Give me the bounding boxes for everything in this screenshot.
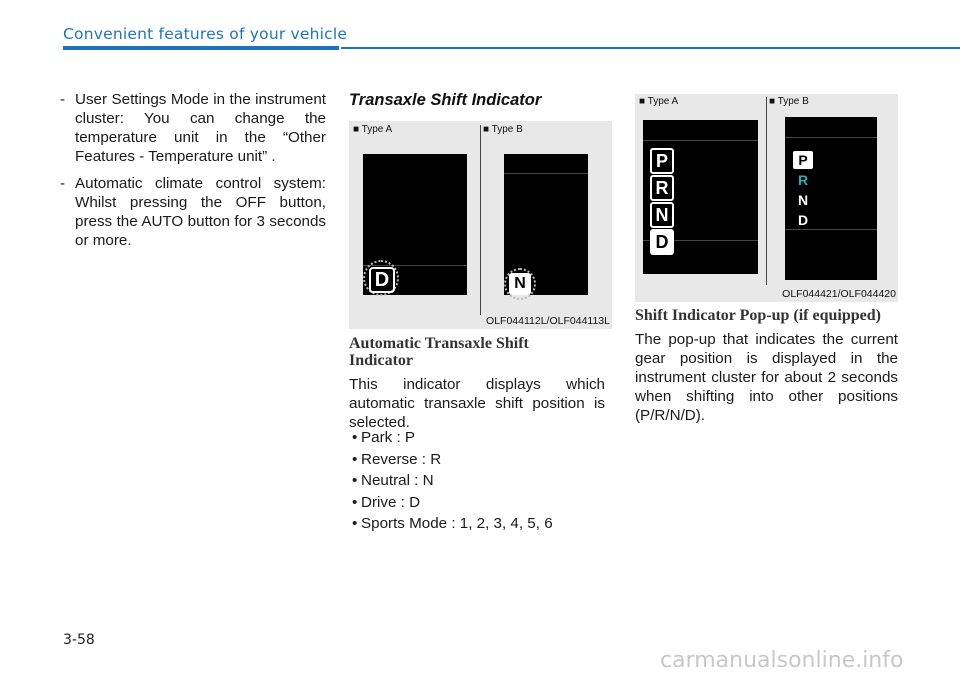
gear-d: D	[797, 212, 809, 228]
gear-n: N	[650, 202, 674, 228]
figure-caption: OLF044421/OLF044420	[782, 288, 896, 300]
subhead-auto-indicator: Automatic Transaxle Shift Indicator	[349, 335, 529, 369]
gear-d-indicator: D	[369, 267, 395, 293]
type-a-label: ■ Type A	[353, 124, 393, 135]
page-number: 3-58	[63, 632, 95, 648]
list-item: • Sports Mode : 1, 2, 3, 4, 5, 6	[352, 515, 553, 532]
gear-r: R	[650, 175, 674, 201]
auto-indicator-body: This indicator displays which automatic transaxle shift position is selected.	[349, 376, 605, 431]
watermark: carmanualsonline.info	[660, 648, 904, 673]
gear-p: P	[650, 148, 674, 174]
list-item-text: Automatic climate control system: Whilst pressing the OFF button, press the AUTO button for 3 seconds or more.	[75, 175, 326, 249]
header-rule-thin	[341, 47, 960, 49]
list-item-text: User Settings Mode in the instrument cluster: You can change the temperature unit in the “Other Features - Temperature unit” .	[75, 91, 326, 165]
list-item: • Drive : D	[352, 493, 421, 511]
figure-shift-popup	[635, 94, 898, 302]
type-b-label: ■ Type B	[769, 96, 809, 107]
list-item: - User Settings Mode in the instrument cluster: You can change the temperature unit in the “Other Features - Temperature unit” .	[60, 91, 326, 165]
gear-stack-a	[650, 148, 674, 256]
gear-d-active: D	[650, 229, 674, 255]
list-item: • Reverse : R	[352, 450, 442, 468]
gear-r: R	[797, 172, 809, 188]
left-column	[60, 90, 326, 258]
list-item: • Park : P	[352, 429, 416, 446]
popup-body: The pop-up that indicates the current gear position is displayed in the instrument cluster for about 2 seconds when shifting into other positions (P/R/N/D).	[635, 331, 898, 424]
cluster-screen-a	[363, 154, 467, 295]
cluster-screen-b	[504, 154, 588, 295]
gear-n-indicator: N	[509, 273, 531, 295]
figure-divider	[480, 125, 481, 315]
gear-stack-b	[793, 151, 813, 231]
subhead-popup: Shift Indicator Pop-up (if equipped)	[635, 307, 881, 324]
type-a-label: ■ Type A	[639, 96, 679, 107]
gear-n: N	[797, 192, 809, 208]
type-b-label: ■ Type B	[483, 124, 523, 135]
list-item: • Neutral : N	[352, 472, 434, 489]
header-title: Convenient features of your vehicle	[63, 25, 348, 43]
header-rule-thick	[63, 46, 339, 50]
gear-p-active: P	[793, 151, 813, 169]
gear-position-list	[349, 428, 553, 536]
list-item: - Automatic climate control system: Whilst pressing the OFF button, press the AUTO button for 3 seconds or more.	[60, 175, 326, 249]
figure-divider	[766, 97, 767, 285]
figure-shift-indicator	[349, 121, 612, 329]
section-title: Transaxle Shift Indicator	[349, 91, 542, 109]
figure-caption: OLF044112L/OLF044113L	[486, 315, 610, 327]
